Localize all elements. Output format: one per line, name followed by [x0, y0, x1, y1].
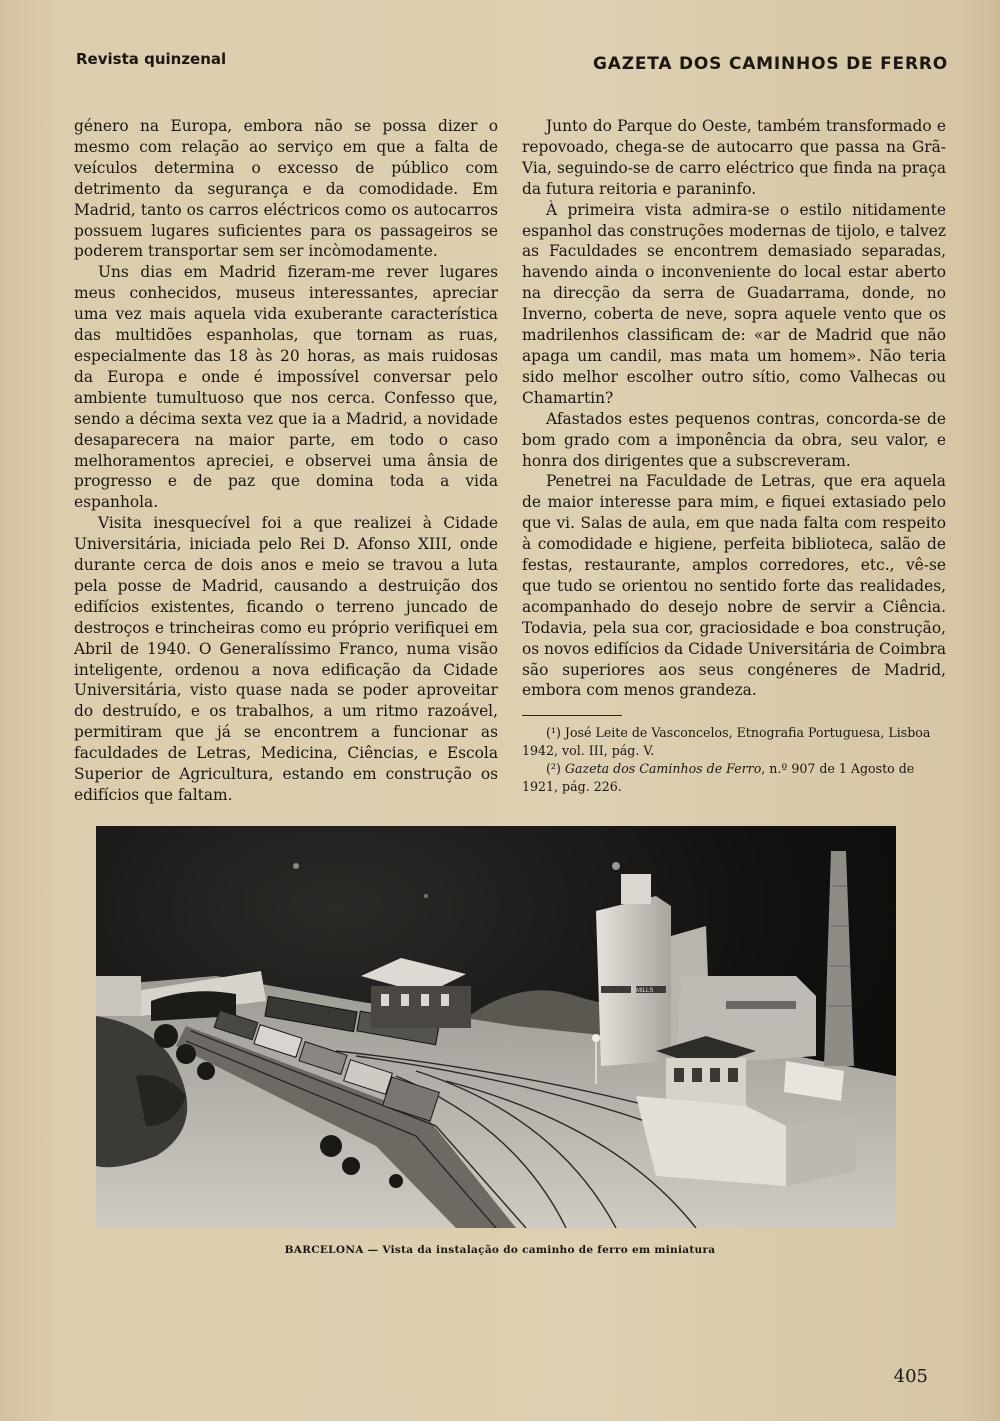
photo-caption — [0, 1244, 1000, 1256]
left-paragraph-3: Visita inesquecível foi a que realizei à Cidade Universitária, iniciada pelo Rei D. Afonso XIII, onde durante cerca de dois anos e meio se travou a luta pela posse de Madrid, causando a destruição dos edifícios existentes, ficando o terreno juncado de destroços e trincheiras como eu próprio verifiquei em Abril de 1940. O Generalíssimo Franco, numa visão inteligente, ordenou a nova edificação da Cidade Universitária, visto quase nada se poder aproveitar do destruído, e os trabalhos, a um ritmo razoável, permitiram que já se encontrem a funcionar as faculdades de Letras, Medicina, Ciências, e Escola Superior de Agricultura, estando em construção os edifícios que faltam. — [74, 514, 498, 804]
footnote-2-text: , n.º 907 de 1 Agosto de 1921, pág. 226. — [522, 761, 915, 795]
footnote-2-journal-title: Gazeta dos Caminhos de Ferro — [564, 761, 762, 777]
footnote-divider — [522, 715, 622, 716]
footnote-1-text: José Leite de Vasconcelos, Etnografia Portuguesa, Lisboa 1942, vol. III, pág. V. — [522, 725, 931, 759]
header-publication-frequency: Revista quinzenal — [76, 50, 227, 68]
page-number: 405 — [893, 1366, 928, 1387]
left-paragraph-2: Uns dias em Madrid fizeram-me rever lugares meus conhecidos, museus interessantes, apreciar uma vez mais aquela vida exuberante característica das multidões espanholas, que tornam as ruas, especialmente das 18 às 20 horas, as mais ruidosas da Europa e onde é impossível conversar pelo ambiente tumultuoso que nos cerca. Confesso que, sendo a décima sexta vez que ia a Madrid, a novidade desaparecera na maior parte, em todo o caso melhoramentos apreciei, e observei uma ânsia de progresso e de paz que domina toda a vida espanhola. — [74, 263, 498, 512]
left-paragraph-1: género na Europa, embora não se possa dizer o mesmo com relação ao serviço em que a falta de veículos determina o excesso de público com detrimento da segurança e da comodidade. Em Madrid, tanto os carros eléctricos como os autocarros possuem lugares suficientes para os passageiros se poderem transportar sem ser incòmodamente. — [74, 117, 498, 261]
footnote-2 — [522, 760, 946, 796]
right-paragraph-2: À primeira vista admira-se o estilo nitidamente espanhol das construções modernas de tijolo, e talvez as Faculdades se encontrem demasiado separadas, havendo ainda o inconveniente do local estar aberto na direcção da serra de Guadarrama, donde, no Inverno, coberta de neve, sopra aquele vento que os madrilenhos classificam de: «ar de Madrid que não apaga um candil, mas mata um homem». Não teria sido melhor escolher outro sítio, como Valhecas ou Chamartin? — [522, 200, 946, 407]
left-column — [74, 116, 498, 806]
caption-place: BARCELONA — [284, 1244, 364, 1256]
footnote-1-mark: (¹) — [546, 725, 561, 741]
header-magazine-title: GAZETA DOS CAMINHOS DE FERRO — [593, 54, 948, 74]
right-column — [522, 116, 946, 796]
footnote-1 — [522, 724, 946, 760]
caption-text: — Vista da instalação do caminho de ferro em miniatura — [363, 1244, 716, 1256]
model-railway-illustration — [96, 826, 896, 1228]
right-paragraph-3: Afastados estes pequenos contras, concorda-se de bom grado com a imponência da obra, seu valor, e honra dos dirigentes que a subscreveram. — [522, 409, 946, 470]
right-paragraph-1: Junto do Parque do Oeste, também transformado e repovoado, chega-se de autocarro que passa na Grã-Via, seguindo-se de carro eléctrico que finda na praça da futura reitoria e paraninfo. — [522, 117, 946, 198]
right-paragraph-4: Penetrei na Faculdade de Letras, que era aquela de maior interesse para mim, e fiquei extasiado pelo que vi. Salas de aula, em que nada falta com respeito à comodidade e higiene, perfeita biblioteca, salão de festas, restaurante, amplos corredores, etc., vê-se que tudo se orientou no sentido forte das realidades, acompanhado do desejo nobre de servir a Ciência. Todavia, pela sua cor, graciosidade e boa construção, os novos edifícios da Cidade Universitária de Coimbra são superiores aos seus congéneres de Madrid, embora com menos grandeza. — [522, 472, 946, 700]
model-railway-photo — [96, 826, 896, 1228]
footnote-2-mark: (²) — [546, 761, 561, 777]
factory-sign-text: MILLS — [636, 988, 654, 994]
